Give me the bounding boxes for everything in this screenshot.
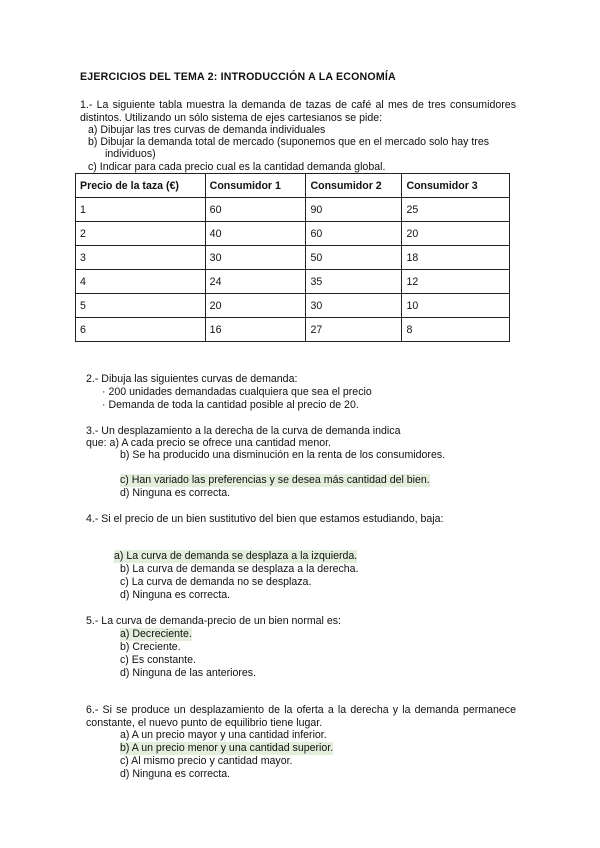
table-row — [76, 246, 510, 270]
table-cell: 60 — [205, 198, 306, 222]
q3-option-b: b) Se ha producido una disminución en la renta de los consumidores. — [120, 449, 446, 461]
q5-option-d: d) Ninguna de las anteriores. — [120, 667, 257, 679]
q6-option-c: c) Al mismo precio y cantidad mayor. — [120, 755, 293, 767]
table-cell: 25 — [402, 198, 510, 222]
table-header: Consumidor 1 — [205, 174, 306, 198]
q6-option-d: d) Ninguna es correcta. — [120, 768, 231, 780]
table-cell: 6 — [76, 318, 206, 342]
q1-option-b-cont: individuos) — [105, 148, 156, 160]
table-header: Precio de la taza (€) — [76, 174, 206, 198]
table-cell: 5 — [76, 294, 206, 318]
table-cell: 90 — [306, 198, 402, 222]
q4-option-c: c) La curva de demanda no se desplaza. — [120, 576, 312, 588]
q3-option-c-highlighted: c) Han variado las preferencias y se desea más cantidad del bien. — [120, 474, 430, 486]
table-cell: 1 — [76, 198, 206, 222]
q1-option-b: b) Dibujar la demanda total de mercado (suponemos que en el mercado solo hay tres — [88, 136, 490, 148]
q6-option-b-highlighted: b) A un precio menor y una cantidad superior. — [120, 742, 334, 754]
q2-intro: 2.- Dibuja las siguientes curvas de demanda: — [86, 373, 298, 385]
q5-option-c: c) Es constante. — [120, 654, 196, 666]
table-cell: 20 — [205, 294, 306, 318]
page-title: EJERCICIOS DEL TEMA 2: INTRODUCCIÓN A LA ECONOMÍA — [80, 71, 396, 83]
q4-intro: 4.- Si el precio de un bien sustitutivo del bien que estamos estudiando, baja: — [86, 513, 444, 525]
q2-item-1: · 200 unidades demandadas cualquiera que sea el precio — [102, 386, 372, 398]
demand-table — [75, 173, 510, 342]
table-cell: 18 — [402, 246, 510, 270]
q4-option-b: b) La curva de demanda se desplaza a la derecha. — [120, 563, 359, 575]
q5-intro: 5.- La curva de demanda-precio de un bien normal es: — [86, 615, 341, 627]
q3-intro-cont: que: a) A cada precio se ofrece una cantidad menor. — [86, 437, 331, 449]
table-cell: 12 — [402, 270, 510, 294]
q4-option-a-highlighted: a) La curva de demanda se desplaza a la izquierda. — [114, 550, 358, 562]
table-cell: 50 — [306, 246, 402, 270]
table-cell: 27 — [306, 318, 402, 342]
table-row — [76, 270, 510, 294]
table-cell: 4 — [76, 270, 206, 294]
table-cell: 16 — [205, 318, 306, 342]
table-cell: 40 — [205, 222, 306, 246]
q1-option-c: c) Indicar para cada precio cual es la cantidad demanda global. — [88, 161, 386, 173]
table-cell: 24 — [205, 270, 306, 294]
q3-option-d: d) Ninguna es correcta. — [120, 487, 231, 499]
q5-option-b: b) Creciente. — [120, 641, 181, 653]
q1-option-a: a) Dibujar las tres curvas de demanda individuales — [88, 124, 326, 136]
table-cell: 2 — [76, 222, 206, 246]
table-row — [76, 294, 510, 318]
q3-intro: 3.- Un desplazamiento a la derecha de la curva de demanda indica — [86, 425, 401, 437]
table-cell: 8 — [402, 318, 510, 342]
table-row — [76, 198, 510, 222]
table-row — [76, 318, 510, 342]
q1-intro: 1.- La siguiente tabla muestra la demanda de tazas de café al mes de tres consumidores distintos. Utilizando un sólo sistema de ejes cartesianos se pide: — [80, 99, 516, 124]
q6-option-a: a) A un precio mayor y una cantidad inferior. — [120, 729, 327, 741]
q4-option-d: d) Ninguna es correcta. — [120, 589, 231, 601]
q2-item-2: · Demanda de toda la cantidad posible al precio de 20. — [102, 399, 359, 411]
q6-intro: 6.- Si se produce un desplazamiento de la oferta a la derecha y la demanda permanece constante, el nuevo punto de equilibrio tiene lugar. — [86, 704, 516, 729]
table-row — [76, 222, 510, 246]
table-header: Consumidor 3 — [402, 174, 510, 198]
table-cell: 3 — [76, 246, 206, 270]
table-cell: 30 — [205, 246, 306, 270]
q5-option-a-highlighted: a) Decreciente. — [120, 628, 192, 640]
table-cell: 60 — [306, 222, 402, 246]
table-header-row — [76, 174, 510, 198]
table-cell: 10 — [402, 294, 510, 318]
table-cell: 20 — [402, 222, 510, 246]
table-cell: 30 — [306, 294, 402, 318]
table-cell: 35 — [306, 270, 402, 294]
table-header: Consumidor 2 — [306, 174, 402, 198]
